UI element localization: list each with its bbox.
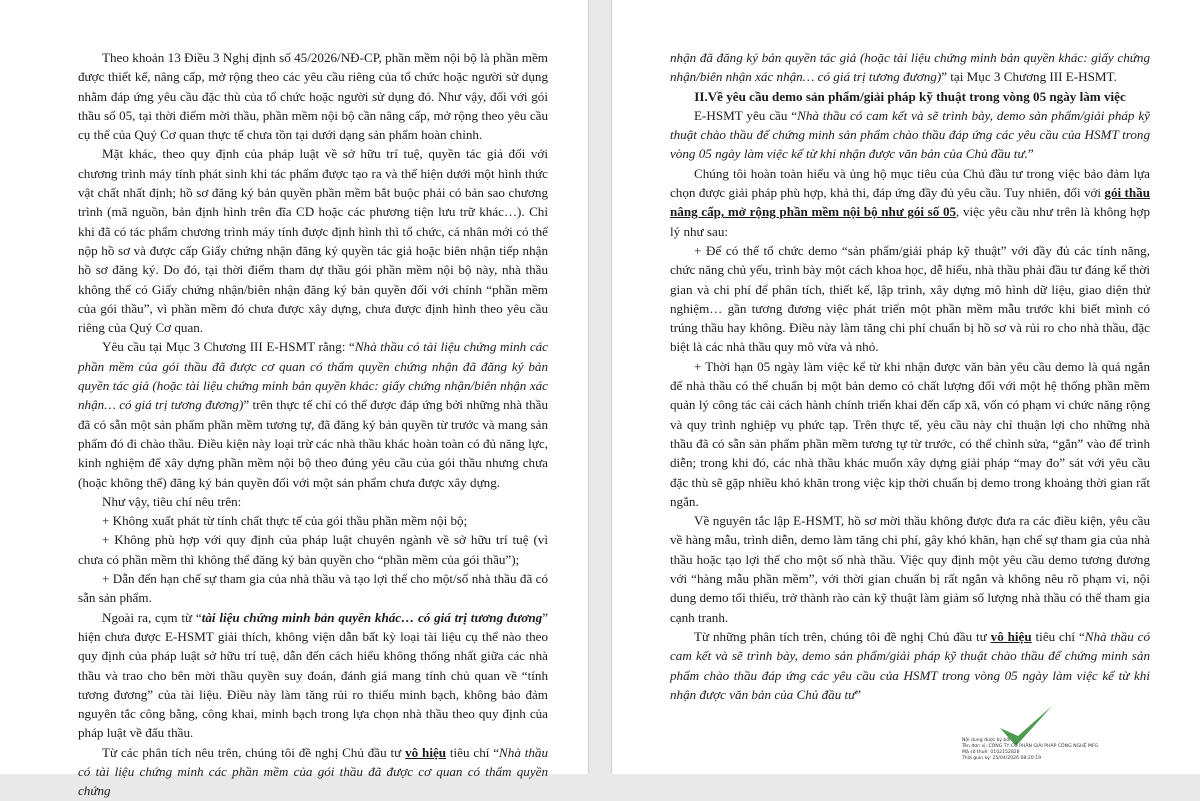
left-paragraph-6-quote: Nhà thầu có tài liệu chứng minh các phần mềm của gói thầu đã được cơ quan có thẩm quyền chứng bbox=[78, 744, 548, 799]
right-paragraph-6-quote: Nhà thầu có cam kết và sẽ trình bày, demo sản phẩm/giải pháp kỹ thuật chào thầu để chứng minh sản phẩm chào thầu đáp ứng các yêu cầu của HSMT trong vòng 05 ngày làm việc kể từ khi nhận được văn bản của Chủ đầu tư bbox=[670, 628, 1151, 702]
left-paragraph-3-lead: Yêu cầu tại Mục 3 Chương III E-HSMT rằng: “ bbox=[102, 339, 355, 355]
left-paragraph-5 bbox=[78, 608, 548, 743]
right-continuation-quote: nhận đã đăng ký bản quyền tác giả (hoặc tài liệu chứng minh bản quyền khác: giấy chứng nhận/biên nhận xác nhận… có giá trị tương đương) bbox=[670, 50, 1150, 85]
right-paragraph-2 bbox=[670, 164, 1150, 241]
right-paragraph-1-tail: ” bbox=[1027, 146, 1034, 162]
right-paragraph-5: Về nguyên tắc lập E-HSMT, hồ sơ mời thầu không được đưa ra các điều kiện, yêu cầu về hàng mẫu, trình diễn, demo làm tăng chi phí, gây khó khăn, hạn chế sự tham gia của nhà thầu hoặc tạo lợi thế cho một số nhà thầu. Việc quy định một yêu cầu demo tương đương với “hàng mẫu phần mềm”, với thời gian chuẩn bị rất ngắn và không nêu rõ phạm vi, nội dung demo tối thiểu, trở thành rào cản kỹ thuật làm giảm số lượng nhà thầu có thể tham gia cạnh tranh. bbox=[670, 513, 1150, 625]
right-paragraph-3: + Để có thể tổ chức demo “sản phẩm/giải pháp kỹ thuật” với đầy đủ các tính năng, chức năng chủ yếu, trình bày một cách khoa học, dễ hiểu, nhà thầu phải đầu tư đáng kể thời gian và chi phí để phân tích, thiết kế, lập trình, xây dựng mô hình dữ liệu, giao diện thử nghiệm… gần tương đương việc phát triển một phần mềm mẫu trước khi biết mình có trúng thầu hay không. Điều này làm tăng chi phí chuẩn bị hồ sơ và rủi ro cho nhà thầu, đặc biệt là các nhà thầu quy mô vừa và nhỏ. bbox=[670, 242, 1150, 355]
left-paragraph-3 bbox=[78, 337, 548, 491]
section-heading: II.Về yêu cầu demo sản phẩm/giải pháp kỹ thuật trong vòng 05 ngày làm việc bbox=[694, 88, 1126, 104]
right-paragraph-6-mid: tiêu chí “ bbox=[1031, 628, 1085, 644]
signature-line-3: Mã số thuế: 0102152828 bbox=[962, 750, 1020, 755]
right-continuation-tail: ” tại Mục 3 Chương III E-HSMT. bbox=[941, 69, 1117, 85]
right-continuation bbox=[670, 48, 1150, 87]
left-paragraph-3-tail: ” trên thực tế chỉ có thể được đáp ứng bởi những nhà thầu đã có sẵn một sản phẩm phần mềm tương tự, đã đăng ký bản quyền từ trước và mang sản phẩm đó đi chào thầu. Điều kiện này loại trừ các nhà thầu khác hoàn toàn có đủ năng lực, kinh nghiệm để xây dựng phần mềm nội bộ theo đúng yêu cầu của gói thầu nhưng chưa (hoặc không thể) đăng ký bản quyền đối với một sản phẩm chưa được xây dựng. bbox=[78, 397, 548, 490]
left-paragraph-2: Mặt khác, theo quy định của pháp luật về sở hữu trí tuệ, quyền tác giả đối với chương trình máy tính phát sinh khi tác phẩm được tạo ra và thể hiện dưới một hình thức vật chất nhất định; hồ sơ đăng ký bản quyền phần mềm bắt buộc phải có bản sao chương trình (mã nguồn, bản định hình trên đĩa CD hoặc các phương tiện lưu trữ khác…). Chỉ khi đã có tác phẩm chương trình máy tính được định hình thì tổ chức, cá nhân mới có thể nộp hồ sơ và được cấp Giấy chứng nhận đăng ký quyền tác giả hoặc biên nhận tiếp nhận hồ sơ đăng ký. Do đó, tại thời điểm tham dự thầu gói phần mềm nội bộ này, nhà thầu không thể có Giấy chứng nhận/biên nhận đăng ký bản quyền đối với chính “phần mềm của gói thầu”, vì phần mềm đó chưa được xây dựng, chưa được định hình theo yêu cầu riêng của Quý Cơ quan. bbox=[78, 146, 548, 336]
right-paragraph-6-tail: ” bbox=[855, 686, 862, 702]
left-paragraph-5-tail: ” hiện chưa được E-HSMT giải thích, không viện dẫn bất kỳ loại tài liệu cụ thể nào theo quy định của pháp luật sở hữu trí tuệ, dẫn đến cách hiểu không thống nhất giữa các nhà thầu và trao cho bên mời thầu quyền suy đoán, đánh giá mang tính chủ quan về “tính tương đương” của tài liệu. Điều này làm tăng rủi ro thiếu minh bạch, không bảo đảm nguyên tắc công bằng, công khai, minh bạch trong lựa chọn nhà thầu theo quy định của pháp luật về đấu thầu. bbox=[78, 609, 548, 741]
right-paragraph-2-lead: Chúng tôi hoàn toàn hiểu và ủng hộ mục tiêu của Chủ đầu tư trong việc bảo đảm lựa chọn được giải pháp phù hợp, khả thi, đáp ứng đầy đủ yêu cầu. Tuy nhiên, đối với bbox=[670, 165, 1150, 201]
right-paragraph-6-lead: Từ những phân tích trên, chúng tôi đề nghị Chủ đầu tư bbox=[694, 628, 991, 644]
left-paragraph-3-quote: Nhà thầu có tài liệu chứng minh các phần mềm của gói thầu đã được cơ quan có thẩm quyền chứng nhận đã đăng ký bản quyền tác giả (hoặc tài liệu chứng minh bản quyền khác: giấy chứng nhận/biên nhận xác nhận… có giá trị tương đương) bbox=[78, 339, 548, 413]
left-paragraph-5-bold: tài liệu chứng minh bản quyền khác… có giá trị tương đương bbox=[201, 609, 543, 625]
right-paragraph-1 bbox=[670, 106, 1150, 164]
right-paragraph-1-quote: Nhà thầu có cam kết và sẽ trình bày, demo sản phẩm/giải pháp kỹ thuật chào thầu để chứng minh sản phẩm chào thầu đáp ứng các yêu cầu của HSMT trong vòng 05 ngày làm việc kể từ khi nhận được văn bản của Chủ đầu tư. bbox=[670, 107, 1150, 162]
right-paragraph-2-bold: gói thầu nâng cấp, mở rộng phần mềm nội bộ như gói số 05 bbox=[670, 185, 1150, 220]
left-paragraph-6-mid: tiêu chí “ bbox=[446, 744, 500, 760]
right-paragraph-2-tail: , việc yêu cầu như trên là không hợp lý như sau: bbox=[670, 204, 1150, 239]
left-bullet-3: + Dẫn đến hạn chế sự tham gia của nhà thầu và tạo lợi thế cho một/số nhà thầu đã có sẵn sản phẩm. bbox=[78, 571, 548, 606]
right-paragraph-4: + Thời hạn 05 ngày làm việc kể từ khi nhận được văn bản yêu cầu demo là quá ngắn để nhà thầu có thể chuẩn bị một bản demo có chất lượng đối với một hệ thống phần mềm quản lý công tác cải cách hành chính triển khai đến cấp xã, vốn có phạm vi chức năng rộng và quy trình nghiệp vụ phức tạp. Trên thực tế, yêu cầu này chỉ thuận lợi cho những nhà thầu đã có sẵn sản phẩm phần mềm tương tự từ trước, có thể chỉnh sửa, “gắn” vào để trình diễn; trong khi đó, các nhà thầu khác muốn xây dựng giải pháp “may đo” sát với yêu cầu đặc thù sẽ gặp nhiều khó khăn trong việc kịp thời chuẩn bị demo trong khoảng thời gian rất ngắn. bbox=[670, 358, 1150, 509]
left-paragraph-6-lead: Từ các phân tích nêu trên, chúng tôi đề nghị Chủ đầu tư bbox=[102, 744, 406, 760]
left-bullet-2: + Không phù hợp với quy định của pháp luật chuyên ngành về sở hữu trí tuệ (vì chưa có phần mềm thì không thể đăng ký bản quyền cho “phần mềm của gói thầu”); bbox=[78, 532, 548, 567]
left-paragraph-6-void: vô hiệu bbox=[405, 744, 447, 760]
digital-signature bbox=[962, 702, 1122, 766]
left-paragraph-5-lead: Ngoài ra, cụm từ “ bbox=[102, 609, 202, 625]
right-page-body bbox=[670, 48, 1150, 704]
left-bullet-1: + Không xuất phát từ tính chất thực tế của gói thầu phần mềm nội bộ; bbox=[102, 513, 468, 529]
left-page-body bbox=[78, 48, 548, 801]
left-paragraph-1: Theo khoản 13 Điều 3 Nghị định số 45/2026/NĐ-CP, phần mềm nội bộ là phần mềm được thiết kế, nâng cấp, mở rộng theo các yêu cầu riêng của tổ chức hoặc người sử dụng nhằm đáp ứng yêu cầu đặc thù của tổ chức hoặc người sử dụng đó. Như vậy, đối với gói thầu số 05, tại thời điểm mời thầu, phần mềm nội bộ cần nâng cấp, mở rộng theo yêu cầu cụ thể của Quý Cơ quan thực tế chưa tồn tại dưới dạng sản phẩm hoàn chỉnh. bbox=[78, 50, 548, 143]
left-paragraph-4: Như vậy, tiêu chí nêu trên: bbox=[102, 493, 242, 509]
left-paragraph-6 bbox=[78, 743, 548, 801]
signature-line-1: Nội dung được ký bởi bbox=[962, 738, 1011, 743]
signature-line-4: Thời gian ký: 25/04/2026 08:20:19 bbox=[962, 756, 1042, 761]
signature-line-2: Tên đơn vị: CÔNG TY CỔ PHẦN GIẢI PHÁP CÔNG NGHỆ MFG bbox=[962, 744, 1099, 749]
right-paragraph-6 bbox=[670, 627, 1150, 704]
right-paragraph-6-void: vô hiệu bbox=[990, 628, 1032, 644]
right-paragraph-1-lead: E-HSMT yêu cầu “ bbox=[694, 107, 798, 123]
